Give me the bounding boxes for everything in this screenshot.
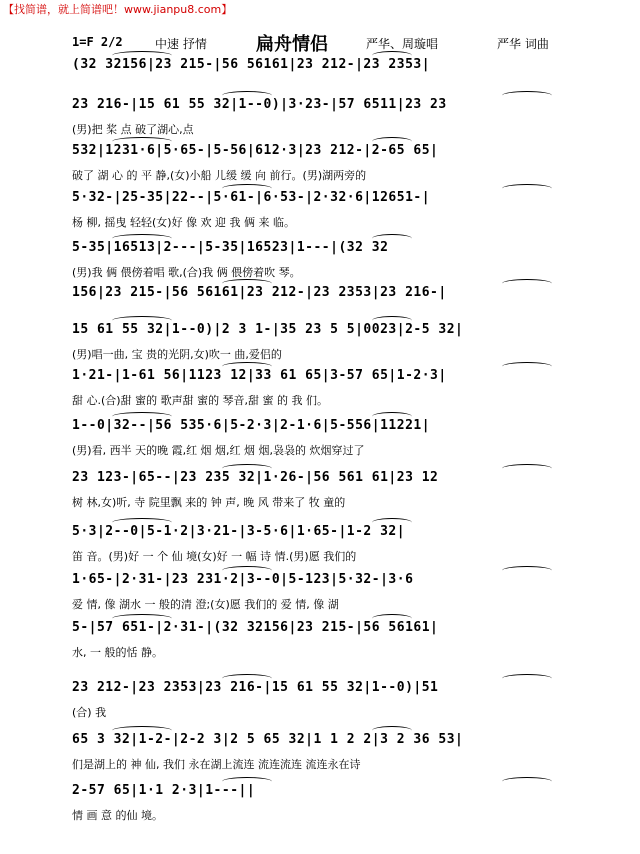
score-header (0, 30, 640, 54)
lyricist-credit: 严华 词曲 (497, 37, 549, 51)
lyrics-line: 情 画 意 的仙 境。 (72, 809, 163, 822)
notation-line: 1·65-|2·31-|23 231·2|3--0|5-123|5·32-|3·6 (72, 572, 414, 587)
score-system (0, 470, 640, 516)
slur-mark (502, 566, 552, 575)
slur-mark (502, 464, 552, 473)
score-system (0, 368, 640, 414)
lyrics-line: 破了 湖 心 的 平 静,(女)小船 儿缓 缓 向 前行。(男)湖两旁的 (72, 169, 367, 182)
score-system (0, 620, 640, 666)
score-system (0, 524, 640, 570)
slur-mark (372, 518, 412, 527)
slur-mark (222, 777, 272, 786)
song-title: 扁舟情侣 (256, 34, 328, 55)
score-system (0, 732, 640, 778)
slur-mark (222, 362, 272, 371)
slur-mark (502, 674, 552, 683)
score-system (0, 190, 640, 236)
slur-mark (222, 464, 272, 473)
notation-line: 5-|57 651-|2·31-|(32 32156|23 215-|56 56161| (72, 620, 439, 635)
lyrics-line: 水, 一 般的恬 静。 (72, 646, 163, 659)
score-system (0, 418, 640, 464)
notation-line: 156|23 215-|56 56161|23 212-|23 2353|23 216-| (72, 285, 447, 300)
slur-mark (222, 279, 272, 288)
notation-line: 23 123-|65--|23 235 32|1·26-|56 561 61|23 12 (72, 470, 439, 485)
lyrics-line: (男)把 桨 点 破了湖心,点 (72, 123, 194, 136)
score-system (0, 240, 640, 286)
slur-mark (222, 566, 272, 575)
slur-mark (112, 518, 172, 527)
lyrics-line: (合) 我 (72, 706, 107, 719)
singers-credit: 严华、周璇唱 (366, 37, 439, 51)
slur-mark (372, 137, 412, 146)
notation-line: 5·32-|25-35|22--|5·61-|6·53-|2·32·6|12651-| (72, 190, 431, 205)
slur-mark (222, 91, 272, 100)
lyrics-line: 爱 情, 像 湖水 一 般的清 澄;(女)愿 我们的 爱 情, 像 湖 (72, 598, 339, 611)
lyrics-line: 杨 柳, 摇曳 轻轻(女)好 像 欢 迎 我 俩 来 临。 (72, 216, 296, 229)
notation-line: (32 32156|23 215-|56 56161|23 212-|23 2353| (72, 57, 431, 72)
lyrics-line: (男)看, 西半 天的晚 霞,红 烟 烟,红 烟 烟,袅袅的 炊烟穿过了 (72, 444, 365, 457)
slur-mark (112, 51, 172, 60)
notation-line: 2-57 65|1·1 2·3|1---|| (72, 783, 256, 798)
score-system (0, 322, 640, 368)
slur-mark (502, 91, 552, 100)
tempo-marking: 中速 抒情 (155, 37, 207, 51)
score-system (0, 97, 640, 143)
notation-line: 532|1231·6|5·65-|5-56|612·3|23 212-|2-65 65| (72, 143, 439, 158)
slur-mark (372, 726, 412, 735)
score-system (0, 143, 640, 189)
notation-line: 65 3 32|1-2-|2-2 3|2 5 65 32|1 1 2 2|3 2 36 53| (72, 732, 464, 747)
slur-mark (372, 316, 412, 325)
slur-mark (112, 614, 172, 623)
notation-line: 23 212-|23 2353|23 216-|15 61 55 32|1--0)|51 (72, 680, 439, 695)
slur-mark (372, 234, 412, 243)
notation-line: 5-35|16513|2---|5-35|16523|1---|(32 32 (72, 240, 389, 255)
notation-line: 1--0|32--|56 535·6|5-2·3|2-1·6|5-556|11221| (72, 418, 431, 433)
lyrics-line: (男)唱一曲, 宝 贵的光阴,女)吹一 曲,爱侣的 (72, 348, 282, 361)
slur-mark (112, 726, 172, 735)
slur-mark (372, 412, 412, 421)
slur-mark (502, 184, 552, 193)
score-system (0, 783, 640, 829)
lyrics-line: 们是湖上的 神 仙, 我们 永在湖上流连 流连流连 流连永在诗 (72, 758, 361, 771)
slur-mark (112, 234, 172, 243)
slur-mark (372, 51, 412, 60)
lyrics-line: 笛 音。(男)好 一 个 仙 境(女)好 一 幅 诗 情.(男)愿 我们的 (72, 550, 357, 563)
notation-line: 15 61 55 32|1--0)|2 3 1-|35 23 5 5|0023|2-5 32| (72, 322, 464, 337)
slur-mark (222, 184, 272, 193)
score-system (0, 572, 640, 618)
site-banner[interactable]: 【找简谱，就上简谱吧！www.jianpu8.com】 (3, 3, 233, 16)
slur-mark (502, 279, 552, 288)
lyrics-line: 甜 心.(合)甜 蜜的 歌声甜 蜜的 琴音,甜 蜜 的 我 们。 (72, 394, 329, 407)
slur-mark (112, 316, 172, 325)
notation-line: 23 216-|15 61 55 32|1--0)|3·23-|57 6511|23 23 (72, 97, 447, 112)
lyrics-line: (男)我 俩 偎傍着唱 歌,(合)我 俩 偎傍着吹 琴。 (72, 266, 301, 279)
notation-line: 5·3|2--0|5-1·2|3·21-|3-5·6|1·65-|1-2 32| (72, 524, 406, 539)
slur-mark (112, 137, 172, 146)
key-signature: 1=F 2/2 (72, 35, 123, 49)
notation-line: 1·21-|1-61 56|1123 12|33 61 65|3-57 65|1-2·3| (72, 368, 447, 383)
slur-mark (502, 362, 552, 371)
lyrics-line: 树 林,女)听, 寺 院里飘 来的 钟 声, 晚 风 带来了 牧 童的 (72, 496, 346, 509)
score-system (0, 680, 640, 726)
slur-mark (502, 777, 552, 786)
slur-mark (112, 412, 172, 421)
slur-mark (222, 674, 272, 683)
slur-mark (372, 614, 412, 623)
